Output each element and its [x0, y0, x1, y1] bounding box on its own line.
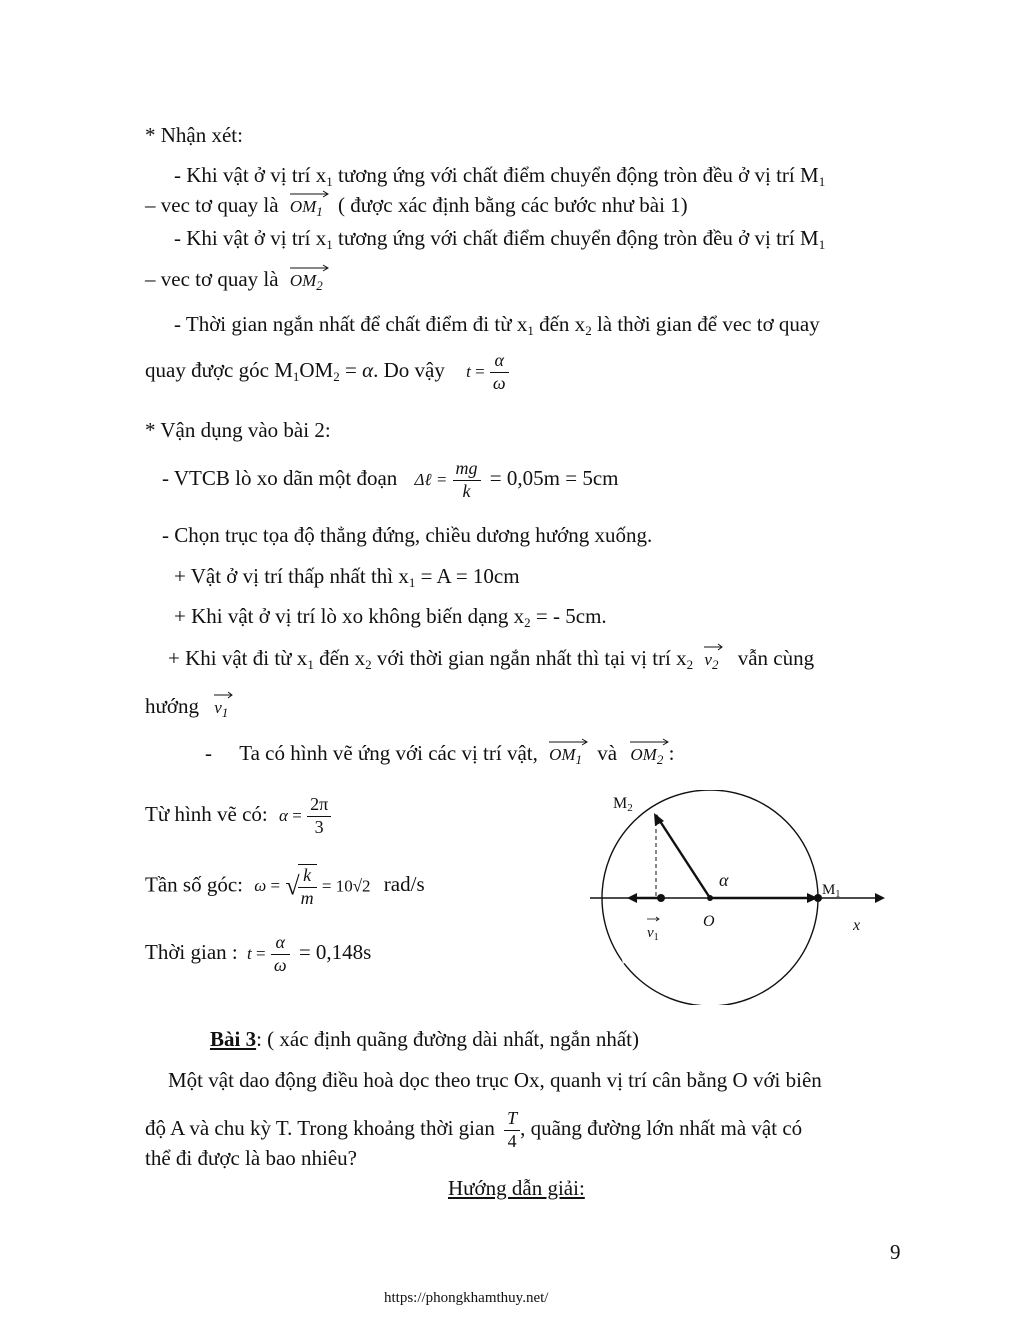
text-line [174, 604, 607, 629]
label-x: x [853, 917, 861, 934]
formula-value: = 10√2 [321, 876, 371, 896]
text: + Khi vật ở vị trí lò xo không biến dạng x [174, 604, 525, 628]
fraction-alpha-omega [490, 350, 509, 394]
v1-arrowhead [627, 893, 637, 903]
subscript: 2 [365, 657, 372, 672]
point-o [707, 895, 713, 901]
text-line [168, 646, 814, 671]
text: : [668, 741, 675, 765]
text: hướng [145, 694, 199, 718]
text: t [466, 361, 471, 381]
label-m2: M2 [613, 795, 633, 814]
text: = [292, 805, 302, 825]
subscript: 1 [326, 237, 333, 252]
label-alpha: α [719, 870, 729, 890]
point-m1 [814, 894, 822, 902]
text: Ta có hình vẽ ứng với các vị trí vật, [239, 741, 538, 765]
text-line: thể đi được là bao nhiêu? [145, 1146, 357, 1170]
fraction-t-4 [504, 1108, 520, 1152]
text-line [145, 932, 371, 976]
footer-url[interactable]: https://phongkhamthuy.net/ [384, 1290, 549, 1306]
text: = 0,05m = 5cm [489, 465, 619, 490]
subscript: 1 [316, 204, 323, 219]
text: với thời gian ngắn nhất thì tại vị trí x [371, 646, 687, 670]
numerator: k [298, 865, 317, 888]
text-line [174, 564, 520, 589]
text: - VTCB lò xo dãn một đoạn [162, 465, 398, 490]
text-line [145, 694, 228, 719]
text-line [145, 193, 688, 218]
text: OM [289, 271, 317, 290]
denominator: 4 [507, 1130, 517, 1151]
subscript: 1 [818, 237, 826, 252]
text: đến x [313, 646, 366, 670]
text: quay được góc M [145, 357, 293, 382]
label-v1: $v_1$ [647, 925, 659, 943]
numerator: α [271, 932, 290, 955]
text-line [162, 458, 618, 502]
text-line [145, 864, 425, 909]
text: OM [549, 745, 576, 764]
page-number: 9 [890, 1240, 901, 1264]
vector-om2-line [656, 815, 710, 898]
text: vẫn cùng [737, 646, 815, 670]
text: = [475, 361, 485, 381]
subscript: 1 [292, 368, 300, 384]
formula-t [466, 362, 485, 381]
text: ω [254, 876, 267, 896]
vector-v2 [704, 650, 718, 670]
text: - Thời gian ngắn nhất để chất điểm đi từ x [174, 312, 528, 336]
text: Thời gian : [145, 939, 238, 964]
subscript: 2 [333, 368, 340, 384]
x-axis-arrowhead [875, 893, 885, 903]
subscript: 2 [711, 657, 719, 672]
subscript: 2 [316, 278, 323, 293]
subscript: 2 [524, 615, 531, 630]
subscript: 1 [221, 705, 229, 720]
formula-delta-l: Δℓ = [414, 469, 448, 489]
text: α [279, 805, 288, 825]
text: = [270, 876, 281, 896]
subscript: 1 [527, 323, 534, 338]
numerator: α [490, 350, 509, 373]
text: tương ứng với chất điểm chuyển động tròn đều ở vị trí M [332, 163, 819, 187]
text: Từ hình vẽ có: [145, 801, 268, 826]
text: + Khi vật đi từ x [168, 646, 308, 670]
vector-om1 [549, 745, 582, 765]
text: là thời gian để vec tơ quay [591, 312, 820, 336]
label-o: O [703, 913, 715, 930]
subscript: 1 [307, 657, 314, 672]
text: - Khi vật ở vị trí x [174, 226, 327, 250]
numerator: mg [453, 458, 481, 481]
text: - Khi vật ở vị trí x [174, 163, 327, 187]
text: ( được xác định bằng các bước như bài 1) [338, 193, 688, 217]
text-line [145, 794, 331, 838]
denominator: ω [273, 954, 287, 975]
denominator: 3 [314, 816, 324, 837]
fraction-k-m [298, 864, 317, 909]
heading-van-dung: * Vận dụng vào bài 2: [145, 418, 331, 442]
text: v [704, 650, 712, 669]
text: = A = 10cm [415, 564, 520, 588]
subscript: 2 [656, 752, 664, 767]
text: OM [299, 357, 334, 382]
text-line [145, 350, 509, 394]
text: t [247, 943, 252, 963]
subscript: 1 [408, 575, 416, 590]
vector-om1 [290, 197, 323, 217]
numerator: 2π [307, 794, 331, 817]
text-line [174, 226, 825, 251]
text-line: - Chọn trục tọa độ thẳng đứng, chiều dương hướng xuống. [162, 523, 653, 547]
subscript: 1 [818, 174, 826, 189]
vector-v1 [214, 698, 228, 718]
circle-diagram [585, 790, 890, 1005]
exercise-label: Bài 3 [210, 1027, 257, 1051]
text: OM [289, 197, 317, 216]
sqrt-sign: √ [285, 871, 300, 901]
text: v [214, 698, 222, 717]
text: = [339, 357, 363, 382]
solution-heading: Hướng dẫn giải: [448, 1176, 585, 1200]
formula-omega [254, 876, 280, 895]
text: . Do vậy [373, 357, 445, 382]
text: , quãng đường lớn nhất mà vật có [520, 1115, 803, 1140]
fraction-2pi-3 [307, 794, 331, 838]
text-line: Một vật dao động điều hoà dọc theo trục Ox, quanh vị trí cân bằng O với biên [168, 1068, 822, 1092]
subscript: 1 [575, 752, 583, 767]
text-line [174, 163, 825, 188]
label-m1: $M_1$ [822, 882, 841, 900]
text: – vec tơ quay là [145, 193, 279, 217]
text: tương ứng với chất điểm chuyển động tròn đều ở vị trí M [332, 226, 819, 250]
text: độ A và chu kỳ T. Trong khoảng thời gian [145, 1115, 495, 1140]
text-line [174, 312, 820, 337]
text-line [145, 267, 323, 292]
text: + Vật ở vị trí thấp nhất thì x [174, 564, 409, 588]
denominator: k [462, 480, 471, 501]
text: = 0,148s [298, 939, 372, 964]
fraction-alpha-omega [271, 932, 290, 976]
denominator: m [300, 887, 314, 908]
text: rad/s [383, 872, 425, 897]
formula-t [247, 944, 266, 963]
exercise-3-title [210, 1027, 639, 1052]
subscript: 2 [585, 323, 592, 338]
text: và [597, 741, 618, 765]
subscript: 2 [686, 657, 694, 672]
heading-nhan-xet: * Nhận xét: [145, 123, 243, 147]
text: đến x [533, 312, 586, 336]
text: : ( xác định quãng đường dài nhất, ngắn nhất) [256, 1027, 639, 1051]
text: Tần số góc: [145, 872, 243, 897]
vector-om2 [630, 745, 663, 765]
text: OM [630, 745, 657, 764]
text: - [205, 741, 212, 765]
fraction-mg-k [453, 458, 481, 502]
point-x2 [657, 894, 665, 902]
denominator: ω [492, 372, 506, 393]
symbol-alpha: α [362, 357, 374, 382]
text: = - 5cm. [530, 604, 607, 628]
vector-om2 [290, 271, 323, 291]
subscript: 1 [326, 174, 333, 189]
text: – vec tơ quay là [145, 267, 279, 291]
text: = [256, 943, 266, 963]
numerator: T [504, 1108, 520, 1131]
text-line [205, 741, 674, 766]
formula-alpha [279, 806, 302, 825]
